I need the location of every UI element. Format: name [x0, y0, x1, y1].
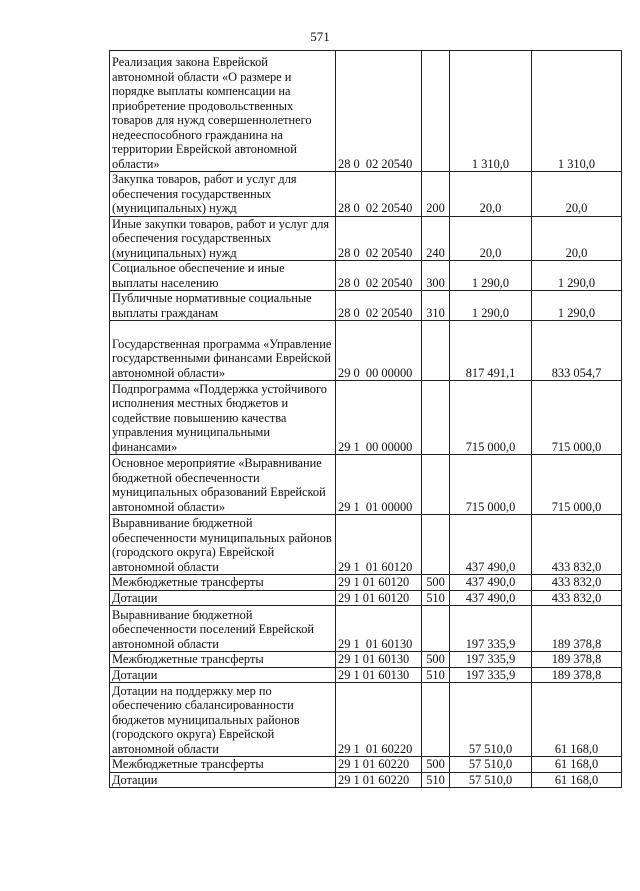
table-row: [110, 172, 622, 217]
table-row: [110, 683, 622, 757]
table-row: [110, 772, 622, 788]
row-sum-year2-cell: 189 378,8: [532, 667, 622, 683]
row-expense-type-cell: [422, 51, 450, 172]
row-expense-type-cell: 510: [422, 667, 450, 683]
row-code-cell: 28 0 02 20540: [336, 172, 422, 217]
table-row: [110, 667, 622, 683]
row-expense-type-cell: [422, 455, 450, 515]
table-row: [110, 381, 622, 455]
table-row: [110, 590, 622, 606]
row-sum-year1-cell: 817 491,1: [450, 321, 532, 381]
row-name-cell: Дотации на поддержку мер по обеспечению сбалансированности бюджетов муниципальных районов (городского округа) Еврейской автономной области: [110, 683, 336, 757]
row-code-cell: 29 1 01 60220: [336, 757, 422, 773]
row-sum-year1-cell: 1 310,0: [450, 51, 532, 172]
row-code-cell: 29 1 01 60130: [336, 606, 422, 652]
table-row: [110, 216, 622, 261]
row-sum-year1-cell: 715 000,0: [450, 455, 532, 515]
row-name-cell: Закупка товаров, работ и услуг для обеспечения государственных (муниципальных) нужд: [110, 172, 336, 217]
row-expense-type-cell: [422, 606, 450, 652]
table-row: [110, 321, 622, 381]
row-sum-year2-cell: 61 168,0: [532, 772, 622, 788]
row-sum-year2-cell: 61 168,0: [532, 683, 622, 757]
row-sum-year2-cell: 20,0: [532, 172, 622, 217]
row-code-cell: 28 0 02 20540: [336, 291, 422, 321]
row-name-cell: Реализация закона Еврейской автономной области «О размере и порядке выплаты компенсации на приобретение продовольственных товаров для нужд совершеннолетнего недееспособного гражданина на территории Еврейской автономной области»: [110, 51, 336, 172]
row-code-cell: 29 1 01 60220: [336, 683, 422, 757]
row-sum-year1-cell: 197 335,9: [450, 652, 532, 668]
table-row: [110, 575, 622, 591]
row-code-cell: 29 1 01 60120: [336, 575, 422, 591]
row-sum-year2-cell: 20,0: [532, 216, 622, 261]
row-code-cell: 29 1 01 60120: [336, 590, 422, 606]
row-expense-type-cell: 510: [422, 772, 450, 788]
table-row: [110, 757, 622, 773]
row-sum-year2-cell: 189 378,8: [532, 606, 622, 652]
row-code-cell: 29 1 01 60120: [336, 515, 422, 575]
row-name-cell: Государственная программа «Управление государственными финансами Еврейской автономной области»: [110, 321, 336, 381]
row-sum-year2-cell: 1 290,0: [532, 261, 622, 291]
row-sum-year1-cell: 1 290,0: [450, 261, 532, 291]
row-name-cell: Дотации: [110, 590, 336, 606]
row-name-cell: Выравнивание бюджетной обеспеченности поселений Еврейской автономной области: [110, 606, 336, 652]
row-sum-year2-cell: 189 378,8: [532, 652, 622, 668]
row-code-cell: 29 1 01 60130: [336, 652, 422, 668]
row-name-cell: Межбюджетные трансферты: [110, 757, 336, 773]
table-row: [110, 515, 622, 575]
row-sum-year2-cell: 1 310,0: [532, 51, 622, 172]
row-expense-type-cell: [422, 321, 450, 381]
row-name-cell: Выравнивание бюджетной обеспеченности муниципальных районов (городского округа) Еврейской автономной области: [110, 515, 336, 575]
row-name-cell: Межбюджетные трансферты: [110, 652, 336, 668]
row-sum-year1-cell: 197 335,9: [450, 667, 532, 683]
row-expense-type-cell: 200: [422, 172, 450, 217]
row-expense-type-cell: 500: [422, 652, 450, 668]
row-expense-type-cell: [422, 515, 450, 575]
row-code-cell: 29 1 00 00000: [336, 381, 422, 455]
row-sum-year2-cell: 715 000,0: [532, 381, 622, 455]
row-name-cell: Дотации: [110, 667, 336, 683]
table-body: [110, 51, 622, 788]
row-expense-type-cell: 310: [422, 291, 450, 321]
row-sum-year1-cell: 715 000,0: [450, 381, 532, 455]
row-sum-year2-cell: 433 832,0: [532, 515, 622, 575]
row-code-cell: 29 1 01 00000: [336, 455, 422, 515]
row-sum-year2-cell: 61 168,0: [532, 757, 622, 773]
row-name-cell: Подпрограмма «Поддержка устойчивого исполнения местных бюджетов и содействие повышению качества управления муниципальными финансами»: [110, 381, 336, 455]
row-sum-year2-cell: 833 054,7: [532, 321, 622, 381]
row-name-cell: Публичные нормативные социальные выплаты гражданам: [110, 291, 336, 321]
table-row: [110, 261, 622, 291]
row-sum-year1-cell: 437 490,0: [450, 575, 532, 591]
row-sum-year1-cell: 197 335,9: [450, 606, 532, 652]
row-sum-year1-cell: 437 490,0: [450, 590, 532, 606]
row-expense-type-cell: 510: [422, 590, 450, 606]
table-row: [110, 606, 622, 652]
row-code-cell: 29 1 01 60220: [336, 772, 422, 788]
row-code-cell: 29 0 00 00000: [336, 321, 422, 381]
row-sum-year2-cell: 433 832,0: [532, 575, 622, 591]
row-sum-year2-cell: 1 290,0: [532, 291, 622, 321]
row-code-cell: 28 0 02 20540: [336, 51, 422, 172]
row-expense-type-cell: 500: [422, 575, 450, 591]
row-sum-year1-cell: 57 510,0: [450, 683, 532, 757]
row-name-cell: Межбюджетные трансферты: [110, 575, 336, 591]
row-name-cell: Дотации: [110, 772, 336, 788]
row-code-cell: 28 0 02 20540: [336, 216, 422, 261]
row-name-cell: Социальное обеспечение и иные выплаты населению: [110, 261, 336, 291]
table-row: [110, 455, 622, 515]
page-number: 571: [310, 29, 330, 44]
row-expense-type-cell: 500: [422, 757, 450, 773]
budget-table: [109, 50, 622, 788]
row-name-cell: Основное мероприятие «Выравнивание бюджетной обеспеченности муниципальных образований Еврейской автономной области»: [110, 455, 336, 515]
row-sum-year1-cell: 57 510,0: [450, 757, 532, 773]
row-expense-type-cell: [422, 683, 450, 757]
row-sum-year1-cell: 1 290,0: [450, 291, 532, 321]
row-expense-type-cell: [422, 381, 450, 455]
row-expense-type-cell: 240: [422, 216, 450, 261]
row-sum-year2-cell: 715 000,0: [532, 455, 622, 515]
row-sum-year1-cell: 20,0: [450, 216, 532, 261]
table-row: [110, 652, 622, 668]
row-code-cell: 28 0 02 20540: [336, 261, 422, 291]
row-code-cell: 29 1 01 60130: [336, 667, 422, 683]
row-sum-year1-cell: 20,0: [450, 172, 532, 217]
row-name-cell: Иные закупки товаров, работ и услуг для обеспечения государственных (муниципальных) нужд: [110, 216, 336, 261]
row-sum-year2-cell: 433 832,0: [532, 590, 622, 606]
row-sum-year1-cell: 437 490,0: [450, 515, 532, 575]
row-sum-year1-cell: 57 510,0: [450, 772, 532, 788]
table-row: [110, 51, 622, 172]
row-expense-type-cell: 300: [422, 261, 450, 291]
table-row: [110, 291, 622, 321]
